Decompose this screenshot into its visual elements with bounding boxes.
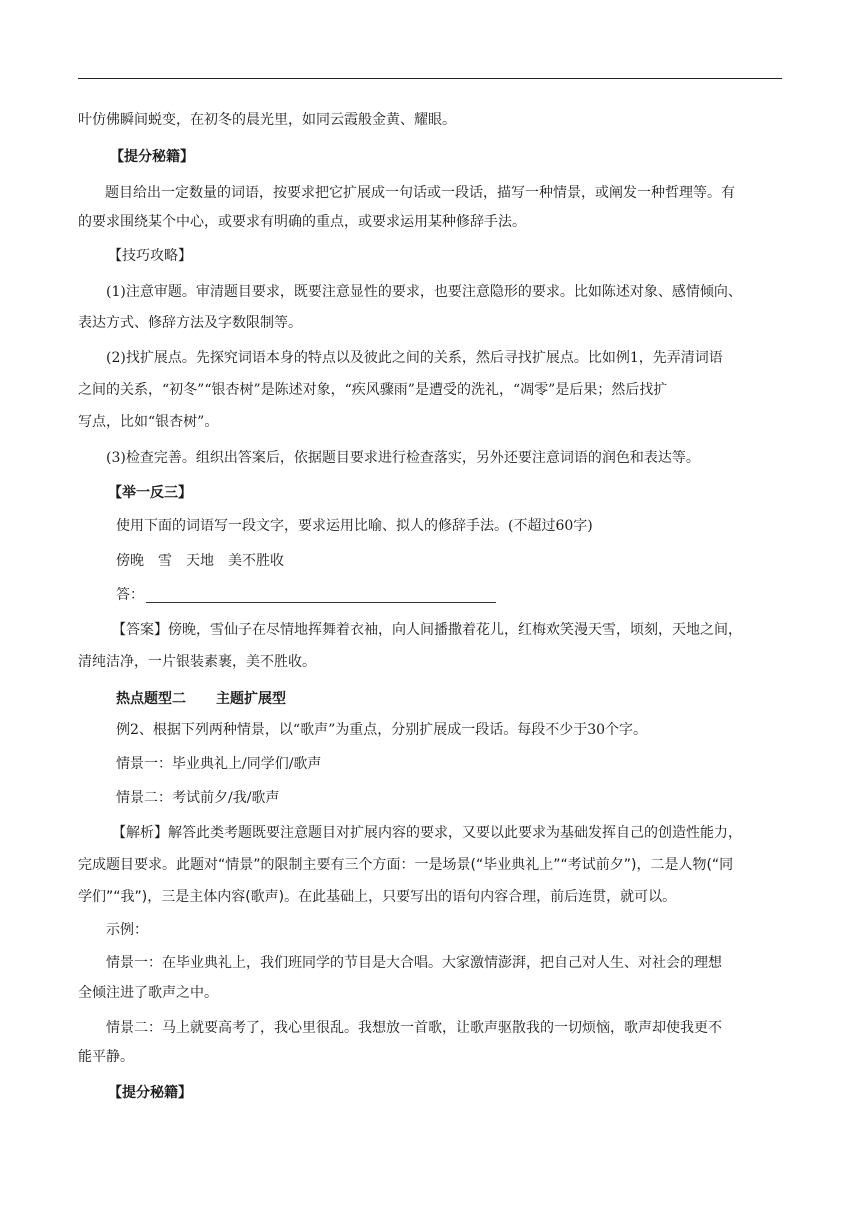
header-rule <box>78 78 782 79</box>
example-scenario-one: 情景一：在毕业典礼上，我们班同学的节目是大合唱。大家激情澎湃，把自己对人生、对社会的理想 <box>106 955 722 971</box>
section-heading-tips: 【提分秘籍】 <box>108 1085 192 1101</box>
section-heading-tips: 【提分秘籍】 <box>110 149 194 165</box>
paragraph-line: (2)找扩展点。先探究词语本身的特点以及彼此之间的关系，然后寻找扩展点。比如例1，先弄清词语 <box>106 350 723 366</box>
hot-topic-title: 主题扩展型 <box>216 691 286 707</box>
answer-blank <box>146 588 496 603</box>
paragraph-line: (1)注意审题。审清题目要求，既要注意显性的要求，也要注意隐形的要求。比如陈述对象、感情倾向、 <box>106 284 742 300</box>
analysis-text: 【解析】解答此类考题既要注意题目对扩展内容的要求，又要以此要求为基础发挥自己的创造性能力， <box>112 825 742 841</box>
paragraph-line: 表达方式、修辞方法及字数限制等。 <box>78 315 302 331</box>
paragraph-line: 的要求围绕某个中心，或要求有明确的重点，或要求运用某种修辞手法。 <box>78 214 526 230</box>
example-question: 例2、根据下列两种情景，以“歌声”为重点，分别扩展成一段话。每段不少于30个字。 <box>116 722 648 738</box>
answer-label: 答： <box>116 587 144 603</box>
analysis-text: 学们”“我”)，三是主体内容(歌声)。在此基础上，只要写出的语句内容合理，前后连贯，就可以。 <box>78 889 677 905</box>
scenario-two: 情景二：考试前夕/我/歌声 <box>116 790 280 806</box>
paragraph-line: 叶仿佛瞬间蜕变，在初冬的晨光里，如同云霞般金黄、耀眼。 <box>78 112 456 128</box>
scenario-one: 情景一：毕业典礼上/同学们/歌声 <box>116 756 322 772</box>
hot-topic-number: 热点题型二 <box>116 691 186 707</box>
paragraph-line: 题目给出一定数量的词语，按要求把它扩展成一句话或一段话，描写一种情景，或阐发一种哲理等。有 <box>105 185 735 201</box>
example-scenario-two: 情景二：马上就要高考了，我心里很乱。我想放一首歌，让歌声驱散我的一切烦恼，歌声却使我更不 <box>106 1020 722 1036</box>
hot-topic-heading <box>116 689 820 709</box>
example-label: 示例： <box>106 922 148 938</box>
section-heading-skills: 【技巧攻略】 <box>108 248 192 264</box>
paragraph-line: 之间的关系，“初冬”“银杏树”是陈述对象，“疾风骤雨”是遭受的洗礼，“凋零”是后果；然后找扩 <box>78 382 668 398</box>
analysis-text: 完成题目要求。此题对“情景”的限制主要有三个方面：一是场景(“毕业典礼上”“考试前夕”)，二是人物(“同 <box>78 857 734 873</box>
example-scenario-two: 能平静。 <box>78 1049 134 1065</box>
paragraph-line: (3)检查完善。组织出答案后，依据题目要求进行检查落实，另外还要注意词语的润色和表达等。 <box>106 450 700 466</box>
question-text: 使用下面的词语写一段文字，要求运用比喻、拟人的修辞手法。(不超过60字) <box>116 518 593 534</box>
example-scenario-one: 全倾注进了歌声之中。 <box>78 985 218 1001</box>
paragraph-line: 写点，比如“银杏树”。 <box>78 414 219 430</box>
section-heading-practice: 【举一反三】 <box>108 485 192 501</box>
answer-text: 【答案】傍晚，雪仙子在尽情地挥舞着衣袖，向人间播撒着花儿，红梅欢笑漫天雪，顷刻，天地之间， <box>112 622 742 638</box>
answer-line <box>116 585 820 605</box>
answer-text: 清纯洁净，一片银装素裹，美不胜收。 <box>78 654 316 670</box>
word-list: 傍晚 雪 天地 美不胜收 <box>116 553 284 569</box>
